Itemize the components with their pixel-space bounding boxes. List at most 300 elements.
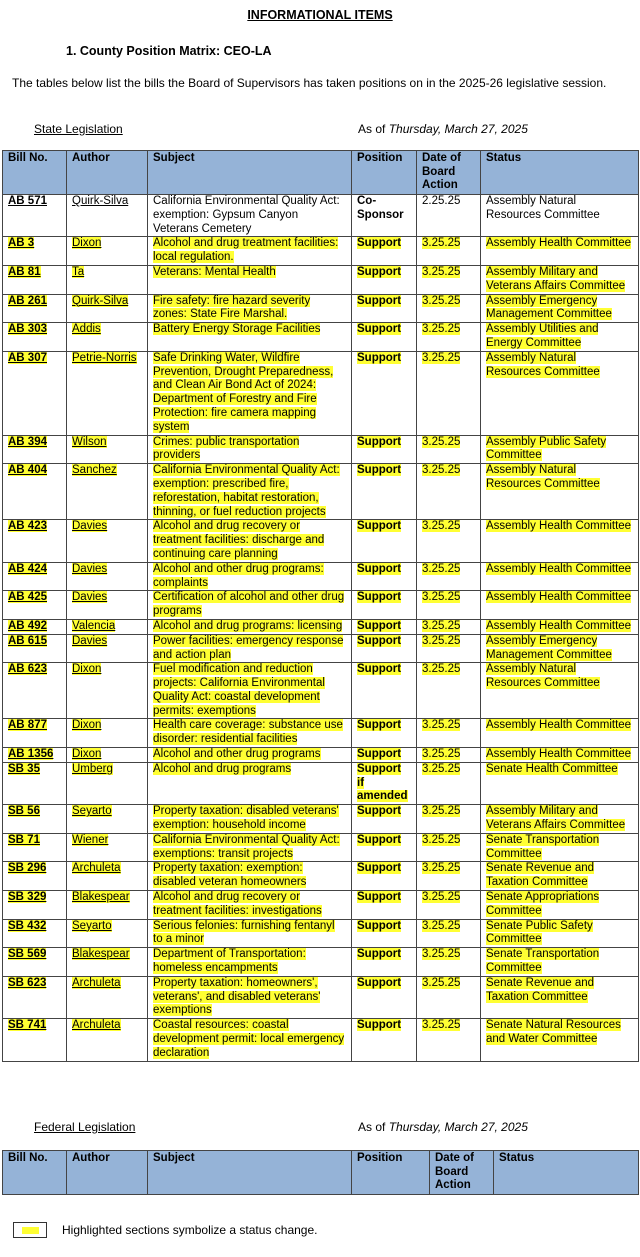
position-text: Support xyxy=(357,351,402,364)
position-text: Support xyxy=(357,562,402,575)
author-link-cell xyxy=(67,195,148,237)
subject-text-cell xyxy=(148,294,352,323)
position-text: Support xyxy=(357,919,402,932)
subject-text-cell xyxy=(148,265,352,294)
bill-number-cell xyxy=(3,862,67,891)
board-action-date: 3.25.25 xyxy=(422,464,461,477)
subject-text: California Environmental Quality Act: exemption: prescribed fire, reforestation, habitat restoration, thinning, or fuel reduction projects xyxy=(153,464,340,518)
position-text: Support xyxy=(357,862,402,875)
subject-text-cell xyxy=(148,862,352,891)
bill-number[interactable]: AB 404 xyxy=(8,464,47,477)
subject-text: California Environmental Quality Act: exemption: Gypsum Canyon Veterans Cemetery xyxy=(153,195,340,235)
subject-text: Property taxation: disabled veterans' exemption: household income xyxy=(153,805,339,832)
author-link-cell xyxy=(67,520,148,562)
board-action-date: 3.25.25 xyxy=(422,891,461,904)
bill-number[interactable]: AB 1356 xyxy=(8,748,54,761)
bill-number-cell xyxy=(3,948,67,977)
position-text-cell xyxy=(352,435,417,464)
status-text: Assembly Natural Resources Committee xyxy=(486,351,600,378)
board-action-date: 3.25.25 xyxy=(422,748,461,761)
board-action-date: 3.25.25 xyxy=(422,591,461,604)
subject-text-cell xyxy=(148,719,352,748)
subject-text: Alcohol and drug recovery or treatment facilities: investigations xyxy=(153,891,322,917)
board-action-date-cell xyxy=(417,591,481,620)
board-action-date-cell xyxy=(417,862,481,891)
bill-number[interactable]: AB 303 xyxy=(8,323,47,336)
position-text-cell xyxy=(352,1019,417,1061)
board-action-date-cell xyxy=(417,719,481,748)
board-action-date-cell xyxy=(417,833,481,862)
table-row xyxy=(3,195,639,237)
board-action-date-cell xyxy=(417,976,481,1018)
position-text: Support xyxy=(357,719,402,732)
status-text: Assembly Military and Veterans Affairs Committee xyxy=(486,265,626,292)
board-action-date: 2.25.25 xyxy=(422,195,461,207)
status-text-cell xyxy=(481,719,639,748)
bill-number[interactable]: SB 56 xyxy=(8,805,40,818)
subject-text: California Environmental Quality Act: exemptions: transit projects xyxy=(153,833,340,860)
status-text: Senate Transportation Committee xyxy=(486,833,600,860)
col-header-position: Position xyxy=(352,151,417,195)
bill-number-cell xyxy=(3,976,67,1018)
subject-text: Alcohol and other drug programs xyxy=(153,748,321,761)
position-text: Support xyxy=(357,1019,402,1032)
bill-number[interactable]: SB 623 xyxy=(8,976,47,989)
position-text: Support xyxy=(357,464,402,477)
author-link[interactable]: Archuleta xyxy=(72,862,121,875)
bill-number[interactable]: AB 423 xyxy=(8,520,47,533)
board-action-date: 3.25.25 xyxy=(422,351,461,364)
status-text: Assembly Natural Resources Committee xyxy=(486,464,600,490)
author-link[interactable]: Davies xyxy=(72,562,108,575)
bill-number[interactable]: AB 615 xyxy=(8,634,47,647)
status-text-cell xyxy=(481,237,639,266)
bill-number-cell xyxy=(3,464,67,520)
board-action-date-cell xyxy=(417,562,481,591)
position-text: Support xyxy=(357,891,402,904)
table-row xyxy=(3,237,639,266)
position-text: Support xyxy=(357,833,402,846)
subject-text-cell xyxy=(148,1019,352,1061)
board-action-date-cell xyxy=(417,634,481,663)
col-header-status: Status xyxy=(481,151,639,195)
status-text: Senate Transportation Committee xyxy=(486,948,600,975)
board-action-date: 3.25.25 xyxy=(422,663,461,676)
bill-number-cell xyxy=(3,562,67,591)
subject-text: Alcohol and drug programs xyxy=(153,762,292,775)
bill-number-cell xyxy=(3,323,67,352)
status-text: Assembly Health Committee xyxy=(486,619,632,632)
position-text-cell xyxy=(352,464,417,520)
subject-text: Alcohol and drug treatment facilities: local regulation. xyxy=(153,237,339,264)
subject-text: Alcohol and drug recovery or treatment facilities: discharge and continuing care planning xyxy=(153,520,325,560)
author-link[interactable]: Valencia xyxy=(72,619,116,632)
board-action-date: 3.25.25 xyxy=(422,619,461,632)
subject-text: Property taxation: exemption: disabled veteran homeowners xyxy=(153,862,307,889)
author-link-cell xyxy=(67,833,148,862)
bill-number[interactable]: SB 329 xyxy=(8,891,47,904)
bill-number-cell xyxy=(3,663,67,719)
board-action-date-cell xyxy=(417,520,481,562)
author-link[interactable]: Dixon xyxy=(72,748,102,761)
position-text: Support xyxy=(357,294,402,307)
subject-text: Serious felonies: furnishing fentanyl to a minor xyxy=(153,919,335,946)
subject-text: Veterans: Mental Health xyxy=(153,265,276,278)
subject-text: Alcohol and drug programs: licensing xyxy=(153,619,343,632)
bill-number-cell xyxy=(3,619,67,634)
col-header-bill-no: Bill No. xyxy=(3,1151,67,1195)
position-text: Support xyxy=(357,520,402,533)
author-link-cell xyxy=(67,634,148,663)
bill-number[interactable]: SB 432 xyxy=(8,919,47,932)
subject-text: Property taxation: homeowners', veterans', and disabled veterans' exemptions xyxy=(153,976,321,1017)
status-text-cell xyxy=(481,619,639,634)
position-text: Support if amended xyxy=(357,762,408,803)
board-action-date-cell xyxy=(417,748,481,763)
table-row xyxy=(3,862,639,891)
bill-number[interactable]: AB 623 xyxy=(8,663,47,676)
status-text-cell xyxy=(481,520,639,562)
state-as-of: As of Thursday, March 27, 2025 xyxy=(358,122,528,136)
author-link[interactable]: Ta xyxy=(72,265,85,278)
federal-legislation-table xyxy=(2,1150,639,1195)
board-action-date-cell xyxy=(417,323,481,352)
bill-number[interactable]: AB 877 xyxy=(8,719,47,732)
position-text-cell xyxy=(352,919,417,948)
bill-number[interactable]: AB 425 xyxy=(8,591,47,604)
col-header-subject: Subject xyxy=(148,1151,352,1195)
board-action-date: 3.25.25 xyxy=(422,294,461,307)
author-link[interactable]: Blakespear xyxy=(72,948,130,961)
col-header-subject: Subject xyxy=(148,151,352,195)
subject-text-cell xyxy=(148,195,352,237)
author-link-cell xyxy=(67,265,148,294)
board-action-date: 3.25.25 xyxy=(422,1019,461,1032)
table-row xyxy=(3,833,639,862)
author-link[interactable]: Wilson xyxy=(72,435,107,448)
author-link[interactable]: Dixon xyxy=(72,237,102,250)
board-action-date-cell xyxy=(417,762,481,804)
table-row xyxy=(3,948,639,977)
subject-text-cell xyxy=(148,520,352,562)
col-header-author: Author xyxy=(67,151,148,195)
subject-text-cell xyxy=(148,562,352,591)
board-action-date: 3.25.25 xyxy=(422,265,461,278)
subject-text-cell xyxy=(148,351,352,435)
status-text-cell xyxy=(481,762,639,804)
board-action-date-cell xyxy=(417,663,481,719)
board-action-date-cell xyxy=(417,435,481,464)
subject-text-cell xyxy=(148,891,352,920)
subject-text-cell xyxy=(148,323,352,352)
state-legislation-title: State Legislation xyxy=(34,122,123,136)
status-text: Assembly Public Safety Committee xyxy=(486,435,607,462)
bill-number-cell xyxy=(3,237,67,266)
position-text-cell xyxy=(352,237,417,266)
status-text-cell xyxy=(481,351,639,435)
author-link[interactable]: Archuleta xyxy=(72,1019,121,1032)
board-action-date: 3.25.25 xyxy=(422,323,461,336)
table-header-row xyxy=(3,151,639,195)
col-header-position: Position xyxy=(352,1151,430,1195)
subject-text: Alcohol and other drug programs: complaints xyxy=(153,562,324,589)
author-link[interactable]: Quirk-Silva xyxy=(72,195,129,207)
bill-number-cell xyxy=(3,435,67,464)
status-text: Assembly Emergency Management Committee xyxy=(486,294,612,321)
position-text-cell xyxy=(352,805,417,834)
bill-number-cell xyxy=(3,719,67,748)
table-row xyxy=(3,891,639,920)
status-text-cell xyxy=(481,195,639,237)
table-row xyxy=(3,805,639,834)
position-text-cell xyxy=(352,719,417,748)
subject-text-cell xyxy=(148,237,352,266)
board-action-date-cell xyxy=(417,265,481,294)
subject-text: Coastal resources: coastal development permit: local emergency declaration xyxy=(153,1019,345,1059)
position-text-cell xyxy=(352,634,417,663)
status-text-cell xyxy=(481,663,639,719)
author-link[interactable]: Seyarto xyxy=(72,919,112,932)
board-action-date-cell xyxy=(417,891,481,920)
position-text: Support xyxy=(357,634,402,647)
bill-number-cell xyxy=(3,294,67,323)
subject-text-cell xyxy=(148,805,352,834)
intro-paragraph: The tables below list the bills the Board of Supervisors has taken positions on in the 2025-26 legislative session. xyxy=(12,76,607,90)
author-link[interactable]: Quirk-Silva xyxy=(72,294,129,307)
author-link-cell xyxy=(67,435,148,464)
author-link-cell xyxy=(67,762,148,804)
author-link[interactable]: Blakespear xyxy=(72,891,130,904)
author-link-cell xyxy=(67,719,148,748)
author-link-cell xyxy=(67,323,148,352)
position-text: Support xyxy=(357,976,402,989)
subject-text: Health care coverage: substance use disorder: residential facilities xyxy=(153,719,343,746)
bill-number[interactable]: AB 307 xyxy=(8,351,47,364)
position-text: Co-Sponsor xyxy=(357,195,404,221)
status-text: Assembly Health Committee xyxy=(486,237,632,250)
bill-number-cell xyxy=(3,265,67,294)
bill-number[interactable]: AB 492 xyxy=(8,619,47,632)
subject-text-cell xyxy=(148,634,352,663)
bill-number[interactable]: AB 394 xyxy=(8,435,47,448)
status-text-cell xyxy=(481,976,639,1018)
author-link[interactable]: Dixon xyxy=(72,719,102,732)
board-action-date-cell xyxy=(417,948,481,977)
legend-swatch xyxy=(13,1222,47,1238)
subject-text-cell xyxy=(148,591,352,620)
subject-text-cell xyxy=(148,919,352,948)
author-link[interactable]: Davies xyxy=(72,520,108,533)
status-text: Assembly Emergency Management Committee xyxy=(486,634,612,661)
author-link[interactable]: Dixon xyxy=(72,663,102,676)
status-text-cell xyxy=(481,294,639,323)
author-link[interactable]: Sanchez xyxy=(72,464,117,477)
bill-number-cell xyxy=(3,748,67,763)
author-link[interactable]: Davies xyxy=(72,591,108,604)
author-link-cell xyxy=(67,748,148,763)
status-text: Assembly Military and Veterans Affairs Committee xyxy=(486,805,626,832)
bill-number[interactable]: SB 296 xyxy=(8,862,47,875)
subject-text: Fire safety: fire hazard severity zones: State Fire Marshal. xyxy=(153,294,311,321)
position-text-cell xyxy=(352,294,417,323)
position-text: Support xyxy=(357,748,402,761)
position-text-cell xyxy=(352,948,417,977)
author-link-cell xyxy=(67,464,148,520)
position-text-cell xyxy=(352,891,417,920)
position-text: Support xyxy=(357,619,402,632)
table-row xyxy=(3,748,639,763)
author-link-cell xyxy=(67,1019,148,1061)
status-text: Senate Natural Resources and Water Committee xyxy=(486,1019,621,1046)
board-action-date: 3.25.25 xyxy=(422,833,461,846)
status-text: Senate Public Safety Committee xyxy=(486,919,593,946)
page-header: INFORMATIONAL ITEMS xyxy=(247,8,393,22)
position-text-cell xyxy=(352,195,417,237)
table-row xyxy=(3,435,639,464)
board-action-date-cell xyxy=(417,195,481,237)
board-action-date-cell xyxy=(417,919,481,948)
state-legislation-table xyxy=(2,150,639,1062)
status-text: Assembly Health Committee xyxy=(486,719,632,732)
status-text-cell xyxy=(481,591,639,620)
board-action-date-cell xyxy=(417,1019,481,1061)
subject-text-cell xyxy=(148,948,352,977)
position-text: Support xyxy=(357,663,402,676)
author-link[interactable]: Umberg xyxy=(72,762,113,775)
author-link[interactable]: Davies xyxy=(72,634,108,647)
status-text: Senate Appropriations Committee xyxy=(486,891,600,917)
position-text: Support xyxy=(357,237,402,250)
bill-number-cell xyxy=(3,520,67,562)
subject-text: Power facilities: emergency response and action plan xyxy=(153,634,344,661)
subject-text: Safe Drinking Water, Wildfire Prevention, Drought Preparedness, and Clean Air Bond Act of 2024: Department of Forestry and Fire Protection: fire camera mapping system xyxy=(153,351,334,433)
subject-text-cell xyxy=(148,663,352,719)
bill-number[interactable]: AB 424 xyxy=(8,562,47,575)
bill-number-cell xyxy=(3,919,67,948)
subject-text-cell xyxy=(148,833,352,862)
position-text: Support xyxy=(357,265,402,278)
bill-number[interactable]: AB 571 xyxy=(8,195,47,207)
board-action-date: 3.25.25 xyxy=(422,948,461,961)
author-link[interactable]: Petrie-Norris xyxy=(72,351,137,364)
bill-number[interactable]: SB 741 xyxy=(8,1019,47,1032)
author-link[interactable]: Wiener xyxy=(72,833,109,846)
author-link[interactable]: Addis xyxy=(72,323,101,336)
board-action-date: 3.25.25 xyxy=(422,237,461,250)
table-row xyxy=(3,265,639,294)
bill-number[interactable]: SB 569 xyxy=(8,948,47,961)
bill-number[interactable]: AB 3 xyxy=(8,237,35,250)
board-action-date: 3.25.25 xyxy=(422,520,461,533)
position-text-cell xyxy=(352,351,417,435)
bill-number-cell xyxy=(3,891,67,920)
author-link-cell xyxy=(67,948,148,977)
table-row xyxy=(3,634,639,663)
position-text: Support xyxy=(357,591,402,604)
position-text: Support xyxy=(357,948,402,961)
author-link-cell xyxy=(67,619,148,634)
board-action-date: 3.25.25 xyxy=(422,919,461,932)
author-link-cell xyxy=(67,294,148,323)
status-text-cell xyxy=(481,265,639,294)
table-row xyxy=(3,976,639,1018)
subject-text-cell xyxy=(148,748,352,763)
position-text-cell xyxy=(352,520,417,562)
board-action-date-cell xyxy=(417,237,481,266)
status-text-cell xyxy=(481,464,639,520)
table-row xyxy=(3,719,639,748)
position-text: Support xyxy=(357,805,402,818)
status-text-cell xyxy=(481,919,639,948)
bill-number[interactable]: SB 71 xyxy=(8,833,40,846)
board-action-date: 3.25.25 xyxy=(422,719,461,732)
bill-number[interactable]: AB 81 xyxy=(8,265,41,278)
author-link-cell xyxy=(67,237,148,266)
author-link[interactable]: Archuleta xyxy=(72,976,121,989)
status-text: Assembly Health Committee xyxy=(486,748,632,761)
bill-number-cell xyxy=(3,833,67,862)
bill-number[interactable]: AB 261 xyxy=(8,294,47,307)
status-text-cell xyxy=(481,748,639,763)
subject-text: Fuel modification and reduction projects: California Environmental Quality Act: coastal development permits: exemptions xyxy=(153,663,325,717)
table-row xyxy=(3,919,639,948)
subject-text: Crimes: public transportation providers xyxy=(153,435,300,462)
col-header-status: Status xyxy=(494,1151,639,1195)
author-link-cell xyxy=(67,562,148,591)
col-header-author: Author xyxy=(67,1151,148,1195)
position-text: Support xyxy=(357,435,402,448)
table-row xyxy=(3,294,639,323)
status-text-cell xyxy=(481,862,639,891)
board-action-date: 3.25.25 xyxy=(422,762,461,775)
board-action-date-cell xyxy=(417,294,481,323)
board-action-date: 3.25.25 xyxy=(422,562,461,575)
position-text-cell xyxy=(352,591,417,620)
status-text-cell xyxy=(481,1019,639,1061)
subject-text: Department of Transportation: homeless encampments xyxy=(153,948,306,975)
status-text: Assembly Health Committee xyxy=(486,562,632,575)
table-row xyxy=(3,323,639,352)
bill-number[interactable]: SB 35 xyxy=(8,762,40,775)
bill-number-cell xyxy=(3,591,67,620)
status-text: Senate Revenue and Taxation Committee xyxy=(486,862,595,889)
position-text-cell xyxy=(352,976,417,1018)
position-text-cell xyxy=(352,323,417,352)
author-link-cell xyxy=(67,919,148,948)
subject-text-cell xyxy=(148,762,352,804)
table-row xyxy=(3,351,639,435)
federal-legislation-title: Federal Legislation xyxy=(34,1120,136,1134)
table-header-row xyxy=(3,1151,639,1195)
bill-number-cell xyxy=(3,1019,67,1061)
status-text-cell xyxy=(481,562,639,591)
subject-text-cell xyxy=(148,619,352,634)
board-action-date: 3.25.25 xyxy=(422,976,461,989)
status-text-cell xyxy=(481,634,639,663)
status-text-cell xyxy=(481,435,639,464)
position-text-cell xyxy=(352,265,417,294)
position-text-cell xyxy=(352,663,417,719)
board-action-date-cell xyxy=(417,351,481,435)
bill-number-cell xyxy=(3,762,67,804)
col-header-date: Date of Board Action xyxy=(417,151,481,195)
author-link[interactable]: Seyarto xyxy=(72,805,112,818)
author-link-cell xyxy=(67,351,148,435)
position-text-cell xyxy=(352,833,417,862)
subject-text-cell xyxy=(148,976,352,1018)
subject-text-cell xyxy=(148,464,352,520)
status-text: Assembly Natural Resources Committee xyxy=(486,195,600,221)
